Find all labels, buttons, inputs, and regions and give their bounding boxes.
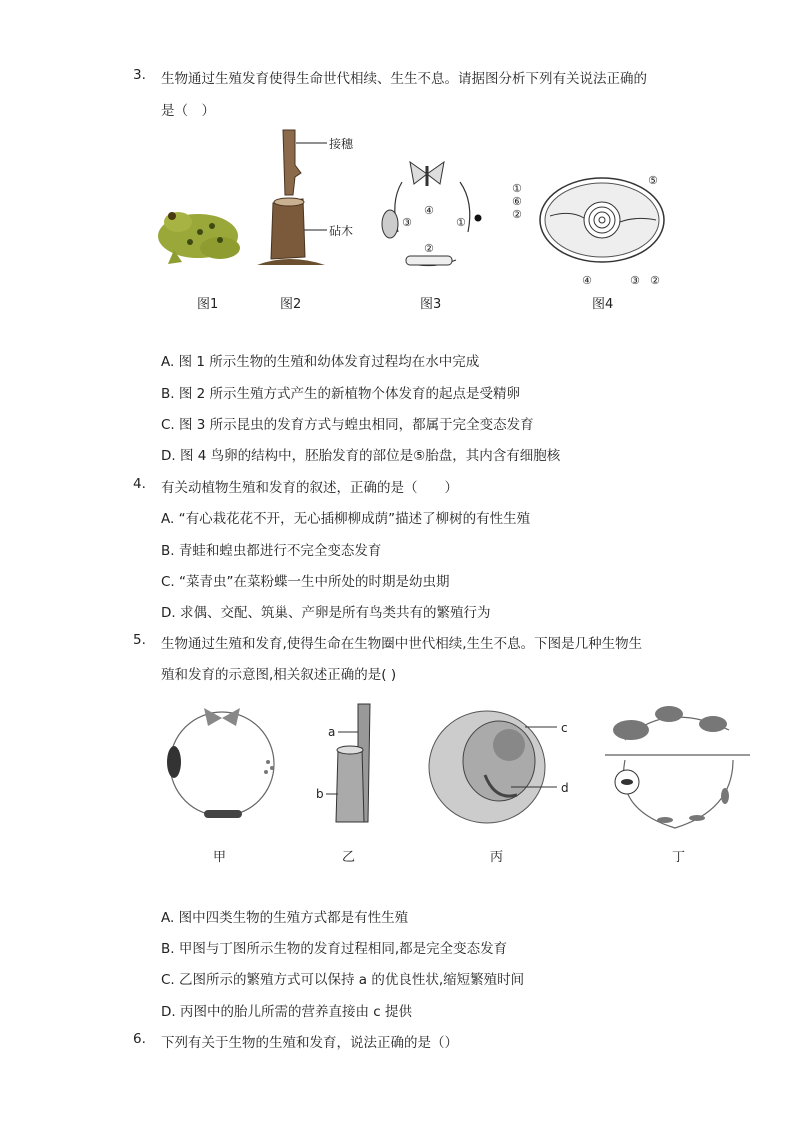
caption-yi: 乙 [342,850,356,865]
question-5-stem-line2: 殖和发育的示意图,相关叙述正确的是( ) [161,667,397,683]
fig3-label-2: ② [424,242,434,255]
fig4-label-left-6: ⑥ [512,195,522,208]
fetus-figure [425,705,580,830]
caption-fig1: 图1 [197,297,219,312]
placenta-label-c: c [561,721,568,735]
question-6-stem: 下列有关于生物的生殖和发育，说法正确的是（） [161,1035,458,1051]
caption-fig2: 图2 [280,297,302,312]
bird-egg-figure [510,170,670,288]
q5-option-a: A. 图中四类生物的生殖方式都是有性生殖 [161,910,409,926]
grafting-label-a: a [328,725,336,739]
moth-lifecycle-figure [160,702,285,827]
q4-option-b: B. 青蛙和蝗虫都进行不完全变态发育 [161,543,382,559]
question-4-number: 4. [133,476,146,492]
fig4-label-left-2: ② [512,208,522,221]
q5-option-c: C. 乙图所示的繁殖方式可以保持 a 的优良性状,缩短繁殖时间 [161,972,525,988]
q4-option-c: C. “菜青虫”在菜粉蝶一生中所处的时期是幼虫期 [161,574,450,590]
question-5-stem-line1: 生物通过生殖和发育,使得生命在生物圈中世代相续,生生不息。下图是几种生物生 [161,636,643,652]
grafting-ab-figure [310,702,390,827]
q3-option-a: A. 图 1 所示生物的生殖和幼体发育过程均在水中完成 [161,354,480,370]
q5-option-d: D. 丙图中的胎儿所需的营养直接由 c 提供 [161,1004,412,1020]
scion-label: 接穗 [329,137,354,151]
question-3-stem-line1: 生物通过生殖发育使得生命世代相续、生生不息。请据图分析下列有关说法正确的 [161,71,647,87]
question-4-stem: 有关动植物生殖和发育的叙述，正确的是（ ） [161,480,458,496]
q3-option-c: C. 图 3 所示昆虫的发育方式与蝗虫相同，都属于完全变态发育 [161,417,534,433]
question-3-stem-line2: 是（ ） [161,103,215,119]
question-3-number: 3. [133,67,146,83]
fig4-label-bottom-3: ③ [630,274,640,287]
frog-lifecycle-figure [605,700,750,830]
caption-ding: 丁 [672,850,686,865]
grafting-label-b: b [316,787,324,801]
caption-jia: 甲 [213,850,227,865]
frog-figure [150,198,245,270]
q3-option-b: B. 图 2 所示生殖方式产生的新植物个体发育的起点是受精卵 [161,386,521,402]
umbilical-label-d: d [561,781,569,795]
fig4-label-bottom-2: ② [650,274,660,287]
fig4-label-left-1: ① [512,182,522,195]
fig3-label-1: ① [456,216,466,229]
fig4-label-bottom-4: ④ [582,274,592,287]
fig4-label-top-5: ⑤ [648,174,658,187]
butterfly-lifecycle-figure [372,152,487,272]
fig3-label-4: ④ [424,204,434,217]
caption-fig3: 图3 [420,297,442,312]
question-6-number: 6. [133,1031,146,1047]
rootstock-label: 砧木 [329,224,354,238]
caption-bing: 丙 [490,850,504,865]
q5-option-b: B. 甲图与丁图所示生物的发育过程相同,都是完全变态发育 [161,941,508,957]
q4-option-d: D. 求偶、交配、筑巢、产卵是所有鸟类共有的繁殖行为 [161,605,491,621]
caption-fig4: 图4 [592,297,614,312]
q3-option-d: D. 图 4 鸟卵的结构中，胚胎发育的部位是⑤胎盘，其内含有细胞核 [161,448,561,464]
grafting-figure [255,125,365,270]
question-5-number: 5. [133,632,146,648]
q4-option-a: A. “有心栽花花不开，无心插柳柳成荫”描述了柳树的有性生殖 [161,511,531,527]
fig3-label-3: ③ [402,216,412,229]
